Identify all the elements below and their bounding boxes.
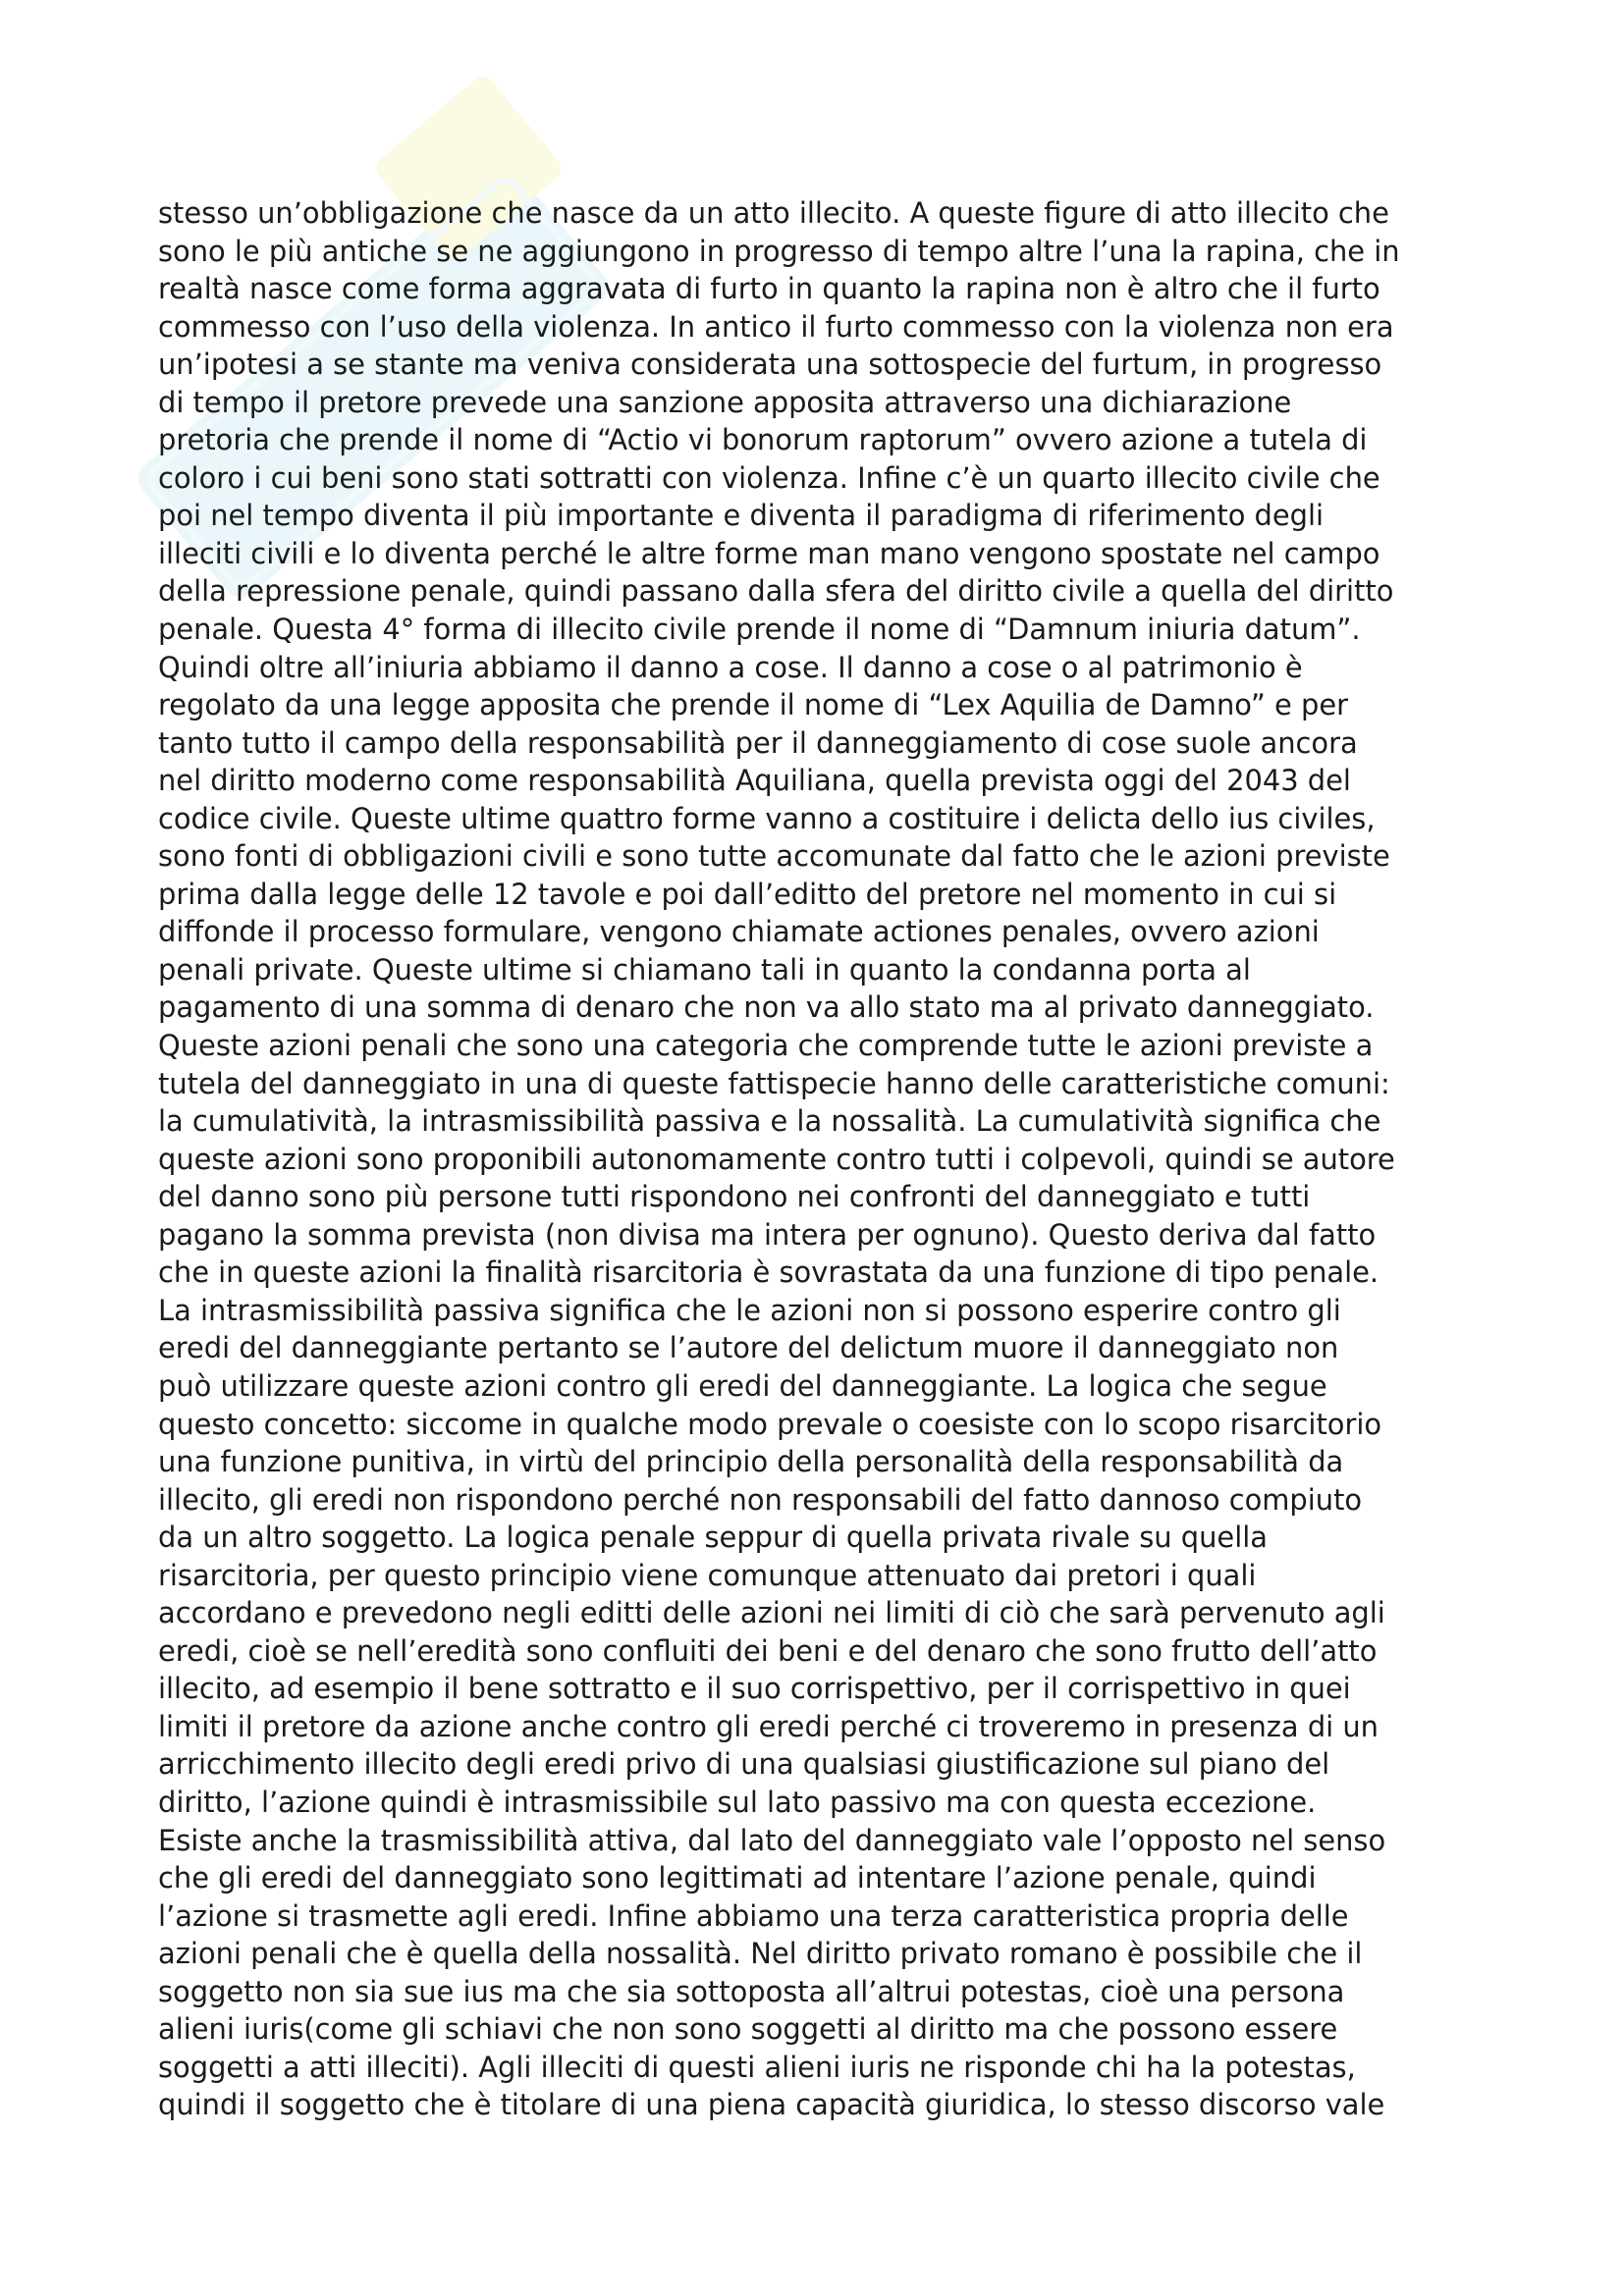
text-line: stesso un’obbligazione che nasce da un atto illecito. A queste figure di atto illecito che: [158, 196, 1389, 230]
text-line: accordano e prevedono negli editti delle azioni nei limiti di ciò che sarà pervenuto agli: [158, 1596, 1385, 1630]
text-line: che in queste azioni la finalità risarcitoria è sovrastata da una funzione di tipo penale.: [158, 1255, 1380, 1290]
text-line: da un altro soggetto. La logica penale seppur di quella privata rivale su quella: [158, 1521, 1268, 1555]
text-line: codice civile. Queste ultime quattro forme vanno a costituire i delicta dello ius civiles,: [158, 801, 1376, 835]
text-line: pretoria che prende il nome di “Actio vi bonorum raptorum” ovvero azione a tutela di: [158, 423, 1368, 457]
text-line: di tempo il pretore prevede una sanzione apposita attraverso una dichiarazione: [158, 385, 1292, 419]
text-line: sono le più antiche se ne aggiungono in progresso di tempo altre l’una la rapina, che in: [158, 234, 1400, 268]
text-line: un’ipotesi a se stante ma veniva considerata una sottospecie del furtum, in progresso: [158, 347, 1382, 382]
text-line: questo concetto: siccome in qualche modo prevale o coesiste con lo scopo risarcitorio: [158, 1407, 1382, 1441]
text-line: arricchimento illecito degli eredi privo di una qualsiasi giustificazione sul piano del: [158, 1747, 1330, 1782]
text-line: Esiste anche la trasmissibilità attiva, dal lato del danneggiato vale l’opposto nel senso: [158, 1823, 1386, 1857]
text-line: diffonde il processo formulare, vengono chiamate actiones penales, ovvero azioni: [158, 915, 1320, 949]
text-line: commesso con l’uso della violenza. In antico il furto commesso con la violenza non era: [158, 309, 1394, 344]
text-line: tutela del danneggiato in una di queste fattispecie hanno delle caratteristiche comuni:: [158, 1066, 1390, 1100]
text-line: della repressione penale, quindi passano dalla sfera del diritto civile a quella del diritto: [158, 574, 1394, 609]
text-line: prima dalla legge delle 12 tavole e poi dall’editto del pretore nel momento in cui si: [158, 877, 1337, 911]
text-line: sono fonti di obbligazioni civili e sono tutte accomunate dal fatto che le azioni previste: [158, 839, 1390, 874]
text-line: realtà nasce come forma aggravata di furto in quanto la rapina non è altro che il furto: [158, 272, 1380, 306]
text-line: eredi, cioè se nell’eredità sono confluiti dei beni e del denaro che sono frutto dell’atto: [158, 1633, 1378, 1668]
text-line: tanto tutto il campo della responsabilità per il danneggiamento di cose suole ancora: [158, 725, 1358, 760]
text-line: una funzione punitiva, in virtù del principio della personalità della responsabilità da: [158, 1445, 1344, 1479]
text-line: Quindi oltre all’iniuria abbiamo il danno a cose. Il danno a cose o al patrimonio è: [158, 650, 1303, 684]
document-text: [158, 194, 1474, 2124]
text-line: l’azione si trasmette agli eredi. Infine abbiamo una terza caratteristica propria delle: [158, 1898, 1349, 1933]
text-line: regolato da una legge apposita che prende il nome di “Lex Aquilia de Damno” e per: [158, 688, 1348, 722]
text-line: illecito, gli eredi non rispondono perché non responsabili del fatto dannoso compiuto: [158, 1482, 1363, 1517]
text-line: Queste azioni penali che sono una categoria che comprende tutte le azioni previste a: [158, 1029, 1374, 1063]
text-line: La intrasmissibilità passiva significa che le azioni non si possono esperire contro gli: [158, 1293, 1341, 1327]
text-line: penali private. Queste ultime si chiamano tali in quanto la condanna porta al: [158, 952, 1251, 987]
text-line: azioni penali che è quella della nossalità. Nel diritto privato romano è possibile che il: [158, 1937, 1363, 1971]
text-line: coloro i cui beni sono stati sottratti con violenza. Infine c’è un quarto illecito civile che: [158, 460, 1380, 495]
text-line: poi nel tempo diventa il più importante e diventa il paradigma di riferimento degli: [158, 499, 1325, 533]
text-line: soggetto non sia sue ius ma che sia sottoposta all’altrui potestas, cioè una persona: [158, 1974, 1345, 2008]
text-line: diritto, l’azione quindi è intrasmissibile sul lato passivo ma con questa eccezione.: [158, 1785, 1317, 1819]
text-line: alieni iuris(come gli schiavi che non sono soggetti al diritto ma che possono essere: [158, 2012, 1338, 2047]
text-line: pagamento di una somma di denaro che non va allo stato ma al privato danneggiato.: [158, 990, 1375, 1025]
text-line: soggetti a atti illeciti). Agli illeciti di questi alieni iuris ne risponde chi ha la potestas,: [158, 2050, 1356, 2084]
text-line: del danno sono più persone tutti rispondono nei confronti del danneggiato e tutti: [158, 1180, 1311, 1214]
text-line: queste azioni sono proponibili autonomamente contro tutti i colpevoli, quindi se autore: [158, 1142, 1395, 1176]
text-line: penale. Questa 4° forma di illecito civile prende il nome di “Damnum iniuria datum”.: [158, 613, 1361, 647]
text-line: eredi del danneggiante pertanto se l’autore del delictum muore il danneggiato non: [158, 1331, 1339, 1365]
text-line: illeciti civili e lo diventa perché le altre forme man mano vengono spostate nel campo: [158, 536, 1380, 570]
text-line: risarcitoria, per questo principio viene comunque attenuato dai pretori i quali: [158, 1558, 1257, 1592]
text-line: quindi il soggetto che è titolare di una piena capacità giuridica, lo stesso discorso vale: [158, 2088, 1385, 2122]
text-line: la cumulatività, la intrasmissibilità passiva e la nossalità. La cumulatività significa che: [158, 1104, 1381, 1139]
text-line: nel diritto moderno come responsabilità Aquiliana, quella prevista oggi del 2043 del: [158, 764, 1351, 798]
text-line: può utilizzare queste azioni contro gli eredi del danneggiante. La logica che segue: [158, 1368, 1327, 1403]
text-line: limiti il pretore da azione anche contro gli eredi perché ci troveremo in presenza di un: [158, 1709, 1379, 1743]
text-line: pagano la somma prevista (non divisa ma intera per ognuno). Questo deriva dal fatto: [158, 1217, 1377, 1252]
text-line: illecito, ad esempio il bene sottratto e il suo corrispettivo, per il corrispettivo in quei: [158, 1672, 1351, 1706]
text-line: che gli eredi del danneggiato sono legittimati ad intentare l’azione penale, quindi: [158, 1861, 1317, 1896]
